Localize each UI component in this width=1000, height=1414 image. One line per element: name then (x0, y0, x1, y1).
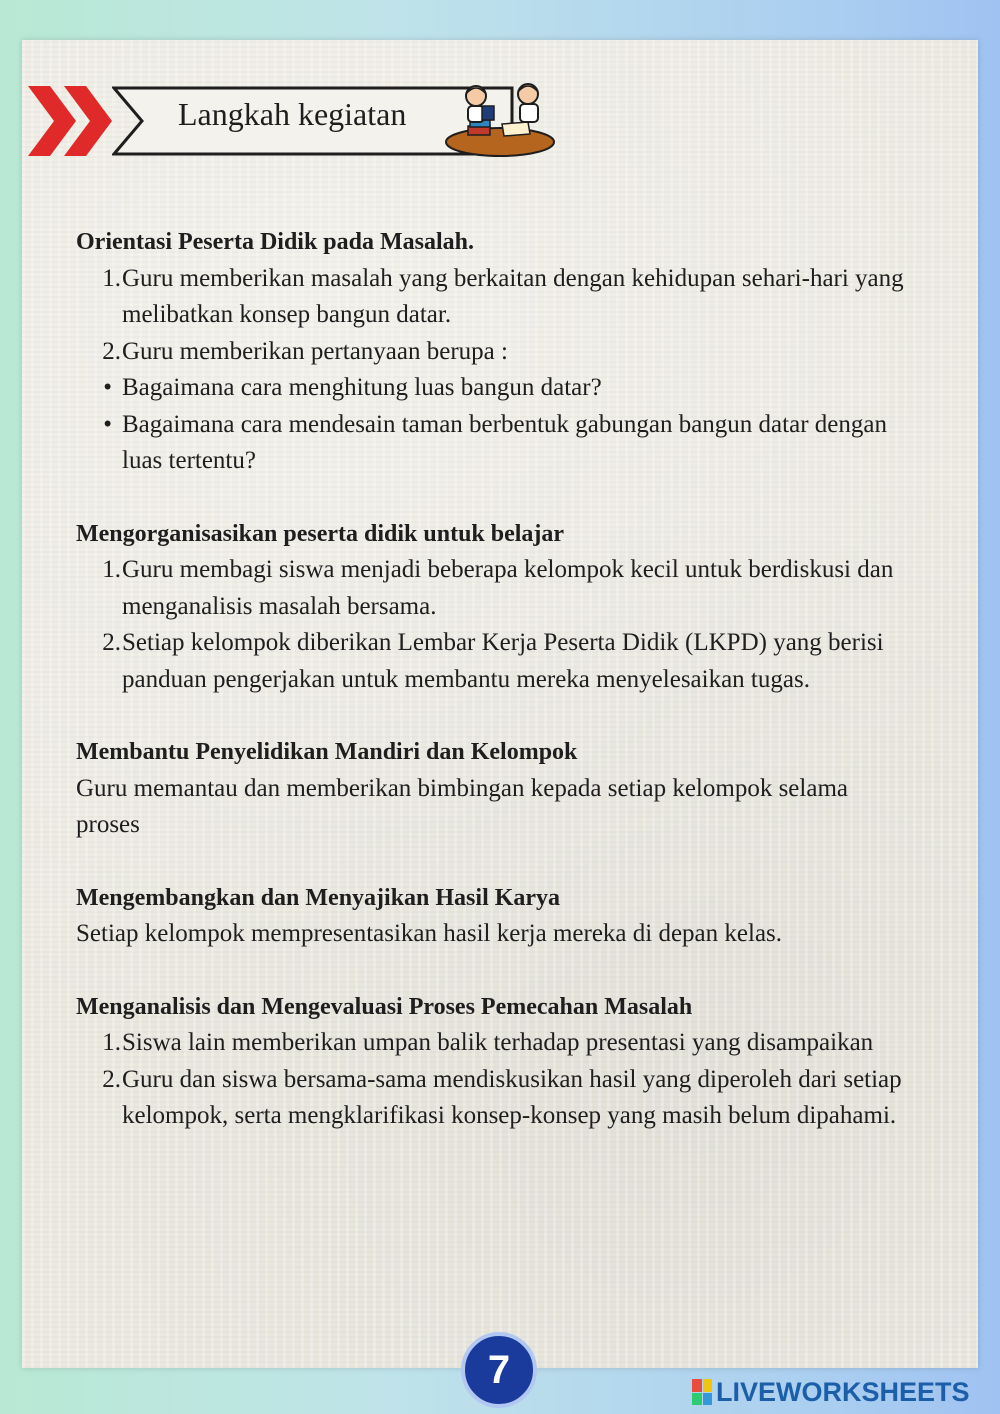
list-item-text: Bagaimana cara mendesain taman berbentuk gabungan bangun datar dengan luas tertentu? (122, 410, 887, 474)
list-item-text: Guru membagi siswa menjadi beberapa kelompok kecil untuk berdiskusi dan menganalisis masalah bersama. (122, 556, 894, 620)
list-item (76, 334, 916, 371)
section-orientasi (76, 224, 916, 480)
section-mengembangkan (76, 880, 916, 953)
bullet-icon: • (103, 374, 112, 401)
list-item-text: Guru memberikan pertanyaan berupa : (122, 337, 508, 365)
list-item (76, 407, 916, 480)
list-marker: 2. (102, 337, 121, 365)
activity-steps (76, 224, 916, 1171)
section-membantu-penyelidikan (76, 734, 916, 844)
list-item (76, 1062, 916, 1135)
list-item (76, 261, 916, 334)
section-paragraph: Setiap kelompok mempresentasikan hasil kerja mereka di depan kelas. (76, 920, 783, 947)
page-title: Langkah kegiatan (178, 96, 407, 132)
liveworksheets-logo-icon (692, 1379, 712, 1405)
list-item (76, 625, 916, 698)
list-marker: 2. (102, 629, 121, 656)
section-heading: Membantu Penyelidikan Mandiri dan Kelompok (76, 739, 578, 765)
section-heading: Menganalisis dan Mengevaluasi Proses Pemecahan Masalah (76, 993, 693, 1020)
list-item-text: Guru dan siswa bersama-sama mendiskusikan hasil yang diperoleh dari setiap kelompok, serta mengklarifikasi konsep-konsep yang masih belum dipahami. (122, 1065, 902, 1129)
section-menganalisis (76, 989, 916, 1135)
list-item (76, 552, 916, 625)
list-marker: 1. (102, 556, 121, 583)
list-item (76, 1025, 916, 1062)
section-paragraph: Guru memantau dan memberikan bimbingan kepada setiap kelompok selama proses (76, 774, 848, 838)
bullet-icon: • (103, 410, 112, 438)
section-heading: Mengembangkan dan Menyajikan Hasil Karya (76, 884, 561, 911)
list-marker: 1. (102, 264, 121, 292)
page-number-badge: 7 (461, 1332, 537, 1408)
students-reading-illustration (438, 82, 556, 160)
list-item-text: Bagaimana cara menghitung luas bangun datar? (122, 374, 602, 401)
list-item-text: Setiap kelompok diberikan Lembar Kerja Peserta Didik (LKPD) yang berisi panduan pengerjakan untuk membantu mereka menyelesaikan tugas. (122, 629, 884, 693)
section-heading: Orientasi Peserta Didik pada Masalah. (76, 229, 475, 255)
list-item-text: Siswa lain memberikan umpan balik terhadap presentasi yang disampaikan (122, 1029, 874, 1056)
list-item (76, 370, 916, 407)
list-marker: 1. (102, 1029, 121, 1056)
list-item-text: Guru memberikan masalah yang berkaitan dengan kehidupan sehari-hari yang melibatkan konsep bangun datar. (122, 264, 904, 328)
liveworksheets-logo[interactable] (692, 1376, 970, 1408)
section-mengorganisasikan (76, 516, 916, 699)
list-marker: 2. (102, 1065, 121, 1093)
brand-name: LIVEWORKSHEETS (716, 1376, 970, 1407)
section-heading: Mengorganisasikan peserta didik untuk belajar (76, 520, 565, 547)
